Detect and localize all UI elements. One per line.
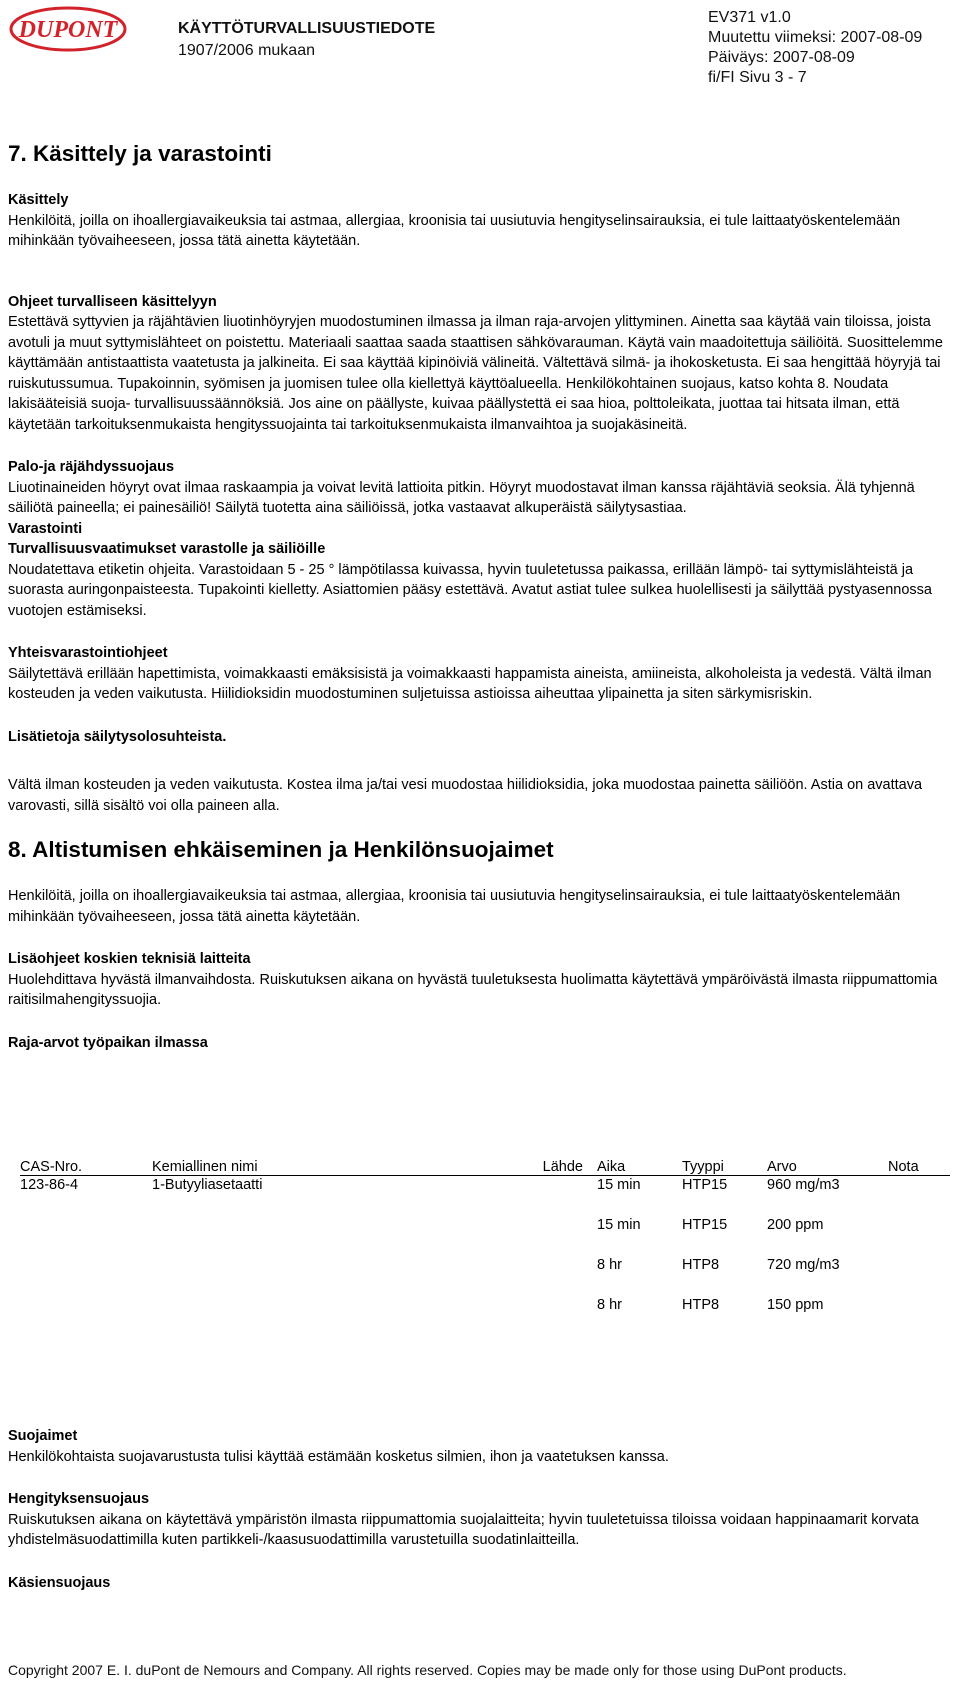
cell-time: 8 hr xyxy=(597,1297,622,1313)
footer-copyright: Copyright 2007 E. I. duPont de Nemours and Company. All rights reserved. Copies may be made only for those using DuPont products. xyxy=(8,1662,847,1678)
version: EV371 v1.0 xyxy=(708,9,791,26)
handling-heading: Käsittely xyxy=(8,192,69,208)
issue-date: Päiväys: 2007-08-09 xyxy=(708,49,855,66)
cell-type: HTP15 xyxy=(682,1177,728,1193)
cell-cas xyxy=(20,1257,152,1297)
cell-type: HTP8 xyxy=(682,1257,720,1273)
technical-text: Huolehdittava hyvästä ilmanvaihdosta. Ruiskutuksen aikana on hyvästä tuuletuksesta huolimatta käytettävä ympäröivästä ilmasta riippumattomia raitisilmahengityssuojia. xyxy=(8,971,938,1008)
exposure-limits-table xyxy=(20,1155,950,1337)
storage-heading: Varastointi xyxy=(8,520,83,537)
main-content xyxy=(8,140,958,1053)
cell-note xyxy=(888,1217,950,1257)
section-7-title: 7. Käsittely ja varastointi xyxy=(8,141,272,166)
joint-storage-text: Säilytettävä erillään hapettimista, voimakkaasti emäksisistä ja voimakkaasti happamista aineista, amiineista, alkoholeista ja vedestä. Vältä ilman kosteuden ja veden vaikutusta. Hiilidioksidin muodostuminen suljetuissa astioissa aiheuttaa ylipainetta ja siten särkymisriskin. xyxy=(8,665,932,702)
page-number: fi/FI Sivu 3 - 7 xyxy=(708,69,807,86)
joint-storage-heading: Yhteisvarastointiohjeet xyxy=(8,645,168,661)
hand-protection-heading: Käsiensuojaus xyxy=(8,1574,111,1591)
col-name: Kemiallinen nimi xyxy=(152,1155,509,1176)
cell-time: 8 hr xyxy=(597,1257,622,1273)
col-time: Aika xyxy=(597,1155,682,1176)
cell-value: 960 mg/m3 xyxy=(767,1177,840,1193)
doc-title: KÄYTTÖTURVALLISUUSTIEDOTE xyxy=(178,20,436,37)
col-note: Nota xyxy=(888,1155,950,1176)
col-type: Tyyppi xyxy=(682,1155,767,1176)
fire-protection-text: Liuotinaineiden höyryt ovat ilmaa raskaampia ja voivat levitä lattioita pitkin. Höyryt muodostavat ilman kanssa räjähtäviä seoksia. Älä tyhjennä säiliötä paineella; ei painesäiliö! Säilytä tuotetta aina säiliöissä, jotka vastaavat alkuperäistä säilytysastiaa. xyxy=(8,479,915,516)
dupont-logo xyxy=(8,4,128,54)
doc-meta xyxy=(708,8,922,88)
modified-date: Muutettu viimeksi: 2007-08-09 xyxy=(708,29,923,46)
cell-source xyxy=(509,1217,597,1257)
cell-note xyxy=(888,1176,950,1218)
cell-type: HTP15 xyxy=(682,1217,728,1233)
cell-name xyxy=(152,1297,509,1337)
cell-name: 1-Butyyliasetaatti xyxy=(152,1177,263,1193)
respiratory-text: Ruiskutuksen aikana on käytettävä ympäristön ilmasta riippumattomia suojalaitteita; hyvin tuuletetuissa tiloissa voidaan happinaamarit korvata yhdistelmäsuodattimilla kuten partikkeli-/kaasusuodattimilla varustetuilla suodatinlaitteilla. xyxy=(8,1511,919,1548)
section-8-intro: Henkilöitä, joilla on ihoallergiavaikeuksia tai astmaa, allergiaa, kroonisia tai uusiutuvia hengityselinsairauksia, ei tule laittaatyöskentelemään mihinkään työvaiheeseen, jossa tätä ainetta käytetään. xyxy=(8,888,901,925)
safe-handling-heading: Ohjeet turvalliseen käsittelyyn xyxy=(8,293,217,310)
cell-cas: 123-86-4 xyxy=(20,1177,79,1193)
protection-text: Henkilökohtaista suojavarustusta tulisi käyttää estämään kosketus silmien, ihon ja vaatetuksen kanssa. xyxy=(8,1448,669,1465)
cell-note xyxy=(888,1257,950,1297)
cell-source xyxy=(509,1176,597,1218)
cell-cas xyxy=(20,1217,152,1257)
table-header-row xyxy=(20,1155,950,1176)
col-value: Arvo xyxy=(767,1155,888,1176)
col-source: Lähde xyxy=(509,1155,597,1176)
protection-section xyxy=(8,1426,958,1593)
storage-requirements-text xyxy=(8,560,958,622)
storage-text-part-2: lämpötilassa kuivassa, hyvin tuuletetussa paikassa, erillään lämpö- tai syttymislähteistä ja suorasta auringonpaisteesta. Tupakointi kielletty. Asiattomien pääsy estettävä. Avatut astiat tulee sulkea huolellisesti ja säilyttää pystyasennossa vuotojen estämiseksi. xyxy=(8,561,932,619)
table-row xyxy=(20,1217,950,1257)
extra-storage-text: Vältä ilman kosteuden ja veden vaikutusta. Kostea ilma ja/tai vesi muodostaa hiilidioksidia, joka muodostaa painetta säiliöön. Astia on avattava varovasti, sillä sisältö voi olla paineen alla. xyxy=(8,777,923,814)
section-8-title: 8. Altistumisen ehkäiseminen ja Henkilönsuojaimet xyxy=(8,837,554,862)
table-row xyxy=(20,1257,950,1297)
table-row xyxy=(20,1297,950,1337)
cell-value: 200 ppm xyxy=(767,1217,824,1233)
col-cas: CAS-Nro. xyxy=(20,1155,152,1176)
storage-text-part-1: Noudatettava etiketin ohjeita. Varastoidaan 5 - 25 xyxy=(8,561,329,578)
regulation: 1907/2006 mukaan xyxy=(178,42,315,59)
safe-handling-text: Estettävä syttyvien ja räjähtävien liuotinhöyryjen muodostuminen ilmassa ja ilman raja-arvojen ylittyminen. Ainetta saa käytää vain tiloissa, joista avotuli ja muut syttymislähteet on poistettu. Materiaali saattaa saada staattisen sähkövarauman. Käytä vain maadoitettuja säiliöitä. Suosittelemme käyttämään antistaattista vaatetusta ja jalkineita. Ei saa käyttää kipinöiviä välineitä. Vältettävä silmä- ja ihokosketusta. Ei saa hengittää höyryjä tai ruiskutussumua. Tupakoinnin, syömisen ja juomisen tulee olla kiellettyä käyttöalueella. Henkilökohtainen suojaus, katso kohta 8. Noudata lakisääteisiä suoja- turvallisuussäännöksiä. Jos aine on päällyste, kuivaa päällystettä ei saa hioa, polttoleikata, juottaa tai hitsata ilman, että käytetään tarkoituksenmukaista hengityssuojainta tai tarkoituksenmukaista ilmanvaihtoa ja suojakäsineitä. xyxy=(8,314,943,433)
technical-heading: Lisäohjeet koskien teknisiä laitteita xyxy=(8,951,251,967)
cell-name xyxy=(152,1257,509,1297)
cell-value: 150 ppm xyxy=(767,1297,824,1313)
handling-text: Henkilöitä, joilla on ihoallergiavaikeuksia tai astmaa, allergiaa, kroonisia tai uusiutuvia hengityselinsairauksia, ei tule laittaatyöskentelemään mihinkään työvaiheeseen, jossa tätä ainetta käytetään. xyxy=(8,212,901,249)
cell-note xyxy=(888,1297,950,1337)
exposure-limits-heading: Raja-arvot työpaikan ilmassa xyxy=(8,1034,208,1051)
storage-requirements-heading: Turvallisuusvaatimukset varastolle ja säiliöille xyxy=(8,541,326,557)
table-row xyxy=(20,1176,950,1218)
cell-cas xyxy=(20,1297,152,1337)
cell-value: 720 mg/m3 xyxy=(767,1257,840,1273)
degree-sign: ° xyxy=(328,561,335,578)
cell-source xyxy=(509,1257,597,1297)
logo-text: DUPONT xyxy=(18,17,118,43)
extra-storage-heading: Lisätietoja säilytysolosuhteista. xyxy=(8,728,227,745)
cell-time: 15 min xyxy=(597,1217,641,1233)
respiratory-heading: Hengityksensuojaus xyxy=(8,1491,150,1507)
cell-time: 15 min xyxy=(597,1177,641,1193)
protection-heading: Suojaimet xyxy=(8,1428,78,1444)
cell-type: HTP8 xyxy=(682,1297,720,1313)
cell-name xyxy=(152,1217,509,1257)
cell-source xyxy=(509,1297,597,1337)
fire-protection-heading: Palo-ja räjähdyssuojaus xyxy=(8,459,175,475)
